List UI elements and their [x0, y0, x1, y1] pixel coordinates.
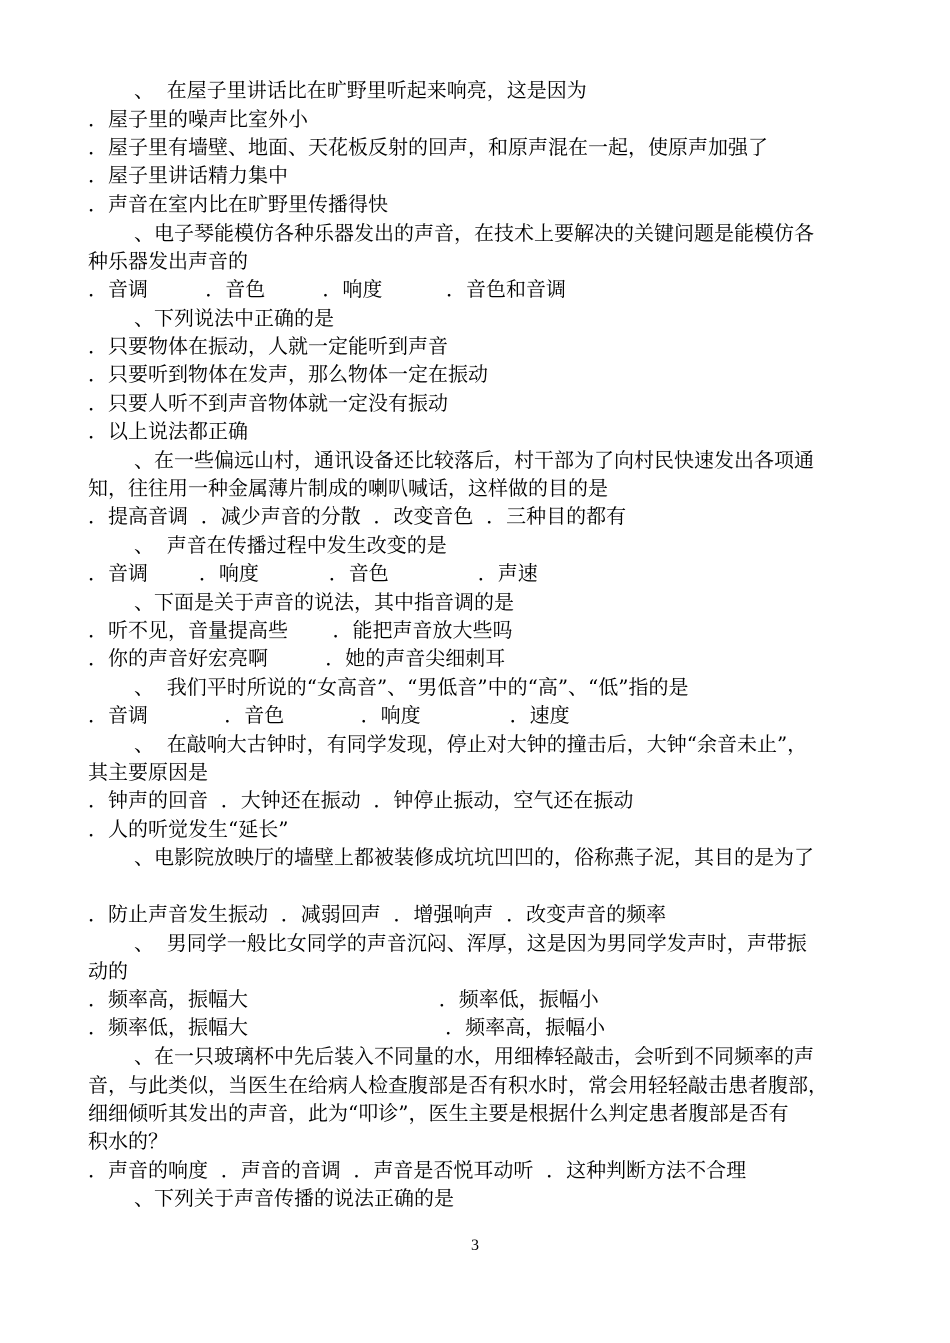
- q10-options-cd: ．频率低，振幅大 ．频率高，振幅小: [88, 1015, 606, 1039]
- q11-stem-cont-2: 细细倾听其发出的声音，此为“叩诊”，医生主要是根据什么判定患者腹部是否有: [88, 1101, 789, 1125]
- q1-option-a: ．屋子里的噪声比室外小: [88, 107, 308, 131]
- q2-stem-cont: 种乐器发出声音的: [88, 249, 248, 273]
- q5-stem: 、 声音在传播过程中发生改变的是: [134, 533, 447, 557]
- q9-stem: 、电影院放映厅的墙壁上都被装修成坑坑凹凹的，俗称燕子泥，其目的是为了: [134, 845, 814, 869]
- q6-options-ab: ．听不见，音量提高些 ．能把声音放大些吗: [88, 618, 513, 642]
- q6-stem: 、下面是关于声音的说法，其中指音调的是: [134, 590, 514, 614]
- q8-stem-cont: 其主要原因是: [88, 760, 208, 784]
- q2-stem: 、电子琴能模仿各种乐器发出的声音，在技术上要解决的关键问题是能模仿各: [134, 221, 814, 245]
- q1-option-c: ．屋子里讲话精力集中: [88, 163, 288, 187]
- page-number: 3: [471, 1237, 479, 1254]
- q12-stem: 、下列关于声音传播的说法正确的是: [134, 1186, 454, 1210]
- q3-option-d: ．以上说法都正确: [88, 419, 248, 443]
- q8-options-abc: ．钟声的回音 ．大钟还在振动 ．钟停止振动，空气还在振动: [88, 788, 634, 812]
- q8-option-d: ．人的听觉发生“延长”: [88, 817, 289, 841]
- q5-options: ．音调 ．响度 ．音色 ．声速: [88, 561, 538, 585]
- q2-options: ．音调 ．音色 ．响度 ．音色和音调: [88, 277, 567, 301]
- q7-options: ．音调 ．音色 ．响度 ．速度: [88, 703, 570, 727]
- q6-options-cd: ．你的声音好宏亮啊 ．她的声音尖细刺耳: [88, 646, 506, 670]
- q1-option-b: ．屋子里有墙壁、地面、天花板反射的回声，和原声混在一起，使原声加强了: [88, 135, 768, 159]
- q9-options: ．防止声音发生振动 ．减弱回声 ．增强响声 ．改变声音的频率: [88, 902, 667, 926]
- q3-option-c: ．只要人听不到声音物体就一定没有振动: [88, 391, 448, 415]
- q1-option-d: ．声音在室内比在旷野里传播得快: [88, 192, 388, 216]
- q10-options-ab: ．频率高，振幅大 ．频率低，振幅小: [88, 987, 599, 1011]
- q4-stem-cont: 知，往往用一种金属薄片制成的喇叭喊话，这样做的目的是: [88, 476, 608, 500]
- q10-stem: 、 男同学一般比女同学的声音沉闷、浑厚，这是因为男同学发声时，声带振: [134, 931, 807, 955]
- q10-stem-cont: 动的: [88, 959, 128, 983]
- q8-stem: 、 在敲响大古钟时，有同学发现，停止对大钟的撞击后，大钟“余音未止”，: [134, 732, 808, 756]
- q1-stem: 、 在屋子里讲话比在旷野里听起来响亮，这是因为: [134, 78, 587, 102]
- q3-option-b: ．只要听到物体在发声，那么物体一定在振动: [88, 362, 488, 386]
- q4-stem: 、在一些偏远山村，通讯设备还比较落后，村干部为了向村民快速发出各项通: [134, 448, 814, 472]
- q11-options: ．声音的响度 ．声音的音调 ．声音是否悦耳动听 ．这种判断方法不合理: [88, 1158, 747, 1182]
- q7-stem: 、 我们平时所说的“女高音”、“男低音”中的“高”、“低”指的是: [134, 675, 689, 699]
- q11-stem-cont-3: 积水的？: [88, 1129, 168, 1153]
- q3-stem: 、下列说法中正确的是: [134, 306, 334, 330]
- q11-stem: 、在一只玻璃杯中先后装入不同量的水，用细棒轻敲击，会听到不同频率的声: [134, 1044, 814, 1068]
- q3-option-a: ．只要物体在振动，人就一定能听到声音: [88, 334, 448, 358]
- q4-options: ．提高音调 ．减少声音的分散 ．改变音色 ．三种目的都有: [88, 504, 627, 528]
- q11-stem-cont-1: 音，与此类似，当医生在给病人检查腹部是否有积水时，常会用轻轻敲击患者腹部，: [88, 1073, 828, 1097]
